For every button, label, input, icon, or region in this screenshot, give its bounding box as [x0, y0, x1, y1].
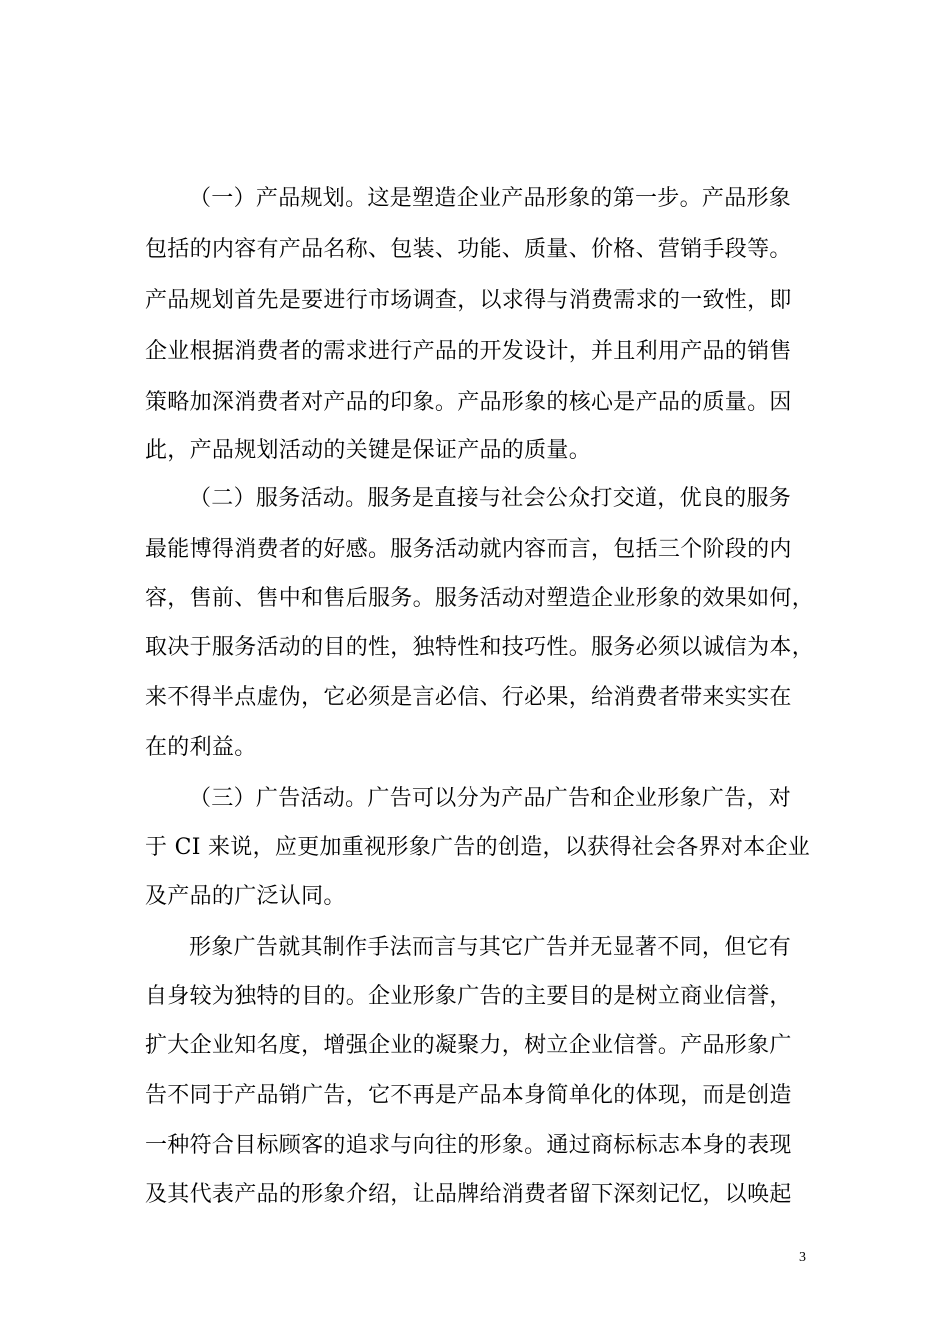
paragraph-3-line-2: 于 CI 来说，应更加重视形象广告的创造，以获得社会各界对本企业	[145, 835, 811, 860]
paragraph-1-line-4: 企业根据消费者的需求进行产品的开发设计，并且利用产品的销售	[145, 339, 792, 364]
paragraph-3-line-1: （三）广告活动。广告可以分为产品广告和企业形象广告，对	[189, 786, 792, 811]
paragraph-4-line-4: 告不同于产品销广告，它不再是产品本身简单化的体现，而是创造	[145, 1083, 792, 1108]
paragraph-4-line-6: 及其代表产品的形象介绍，让品牌给消费者留下深刻记忆，以唤起	[145, 1182, 792, 1207]
paragraph-2-line-6: 在的利益。	[145, 735, 257, 760]
paragraph-1-line-6: 此，产品规划活动的关键是保证产品的质量。	[145, 438, 592, 463]
paragraph-4-line-5: 一种符合目标顾客的追求与向往的形象。通过商标标志本身的表现	[145, 1133, 792, 1158]
paragraph-1-line-5: 策略加深消费者对产品的印象。产品形象的核心是产品的质量。因	[145, 390, 792, 415]
paragraph-1-line-2: 包括的内容有产品名称、包装、功能、质量、价格、营销手段等。	[145, 237, 792, 262]
paragraph-2-line-2: 最能博得消费者的好感。服务活动就内容而言，包括三个阶段的内	[145, 537, 792, 562]
paragraph-4-line-3: 扩大企业知名度，增强企业的凝聚力，树立企业信誉。产品形象广	[145, 1033, 792, 1058]
paragraph-1-line-3: 产品规划首先是要进行市场调查，以求得与消费需求的一致性，即	[145, 288, 792, 313]
paragraph-2-line-3: 容，售前、售中和售后服务。服务活动对塑造企业形象的效果如何，	[145, 586, 815, 611]
page-number: 3	[799, 1250, 806, 1265]
paragraph-2-line-5: 来不得半点虚伪，它必须是言必信、行必果，给消费者带来实实在	[145, 685, 792, 710]
paragraph-3-line-3: 及产品的广泛认同。	[145, 884, 346, 909]
paragraph-2-line-1: （二）服务活动。服务是直接与社会公众打交道，优良的服务	[189, 486, 792, 511]
paragraph-1-line-1: （一）产品规划。这是塑造企业产品形象的第一步。产品形象	[189, 186, 792, 211]
paragraph-2-line-4: 取决于服务活动的目的性，独特性和技巧性。服务必须以诚信为本，	[145, 635, 815, 660]
paragraph-4-line-1: 形象广告就其制作手法而言与其它广告并无显著不同，但它有	[189, 935, 792, 960]
paragraph-4-line-2: 自身较为独特的目的。企业形象广告的主要目的是树立商业信誉，	[145, 984, 792, 1009]
